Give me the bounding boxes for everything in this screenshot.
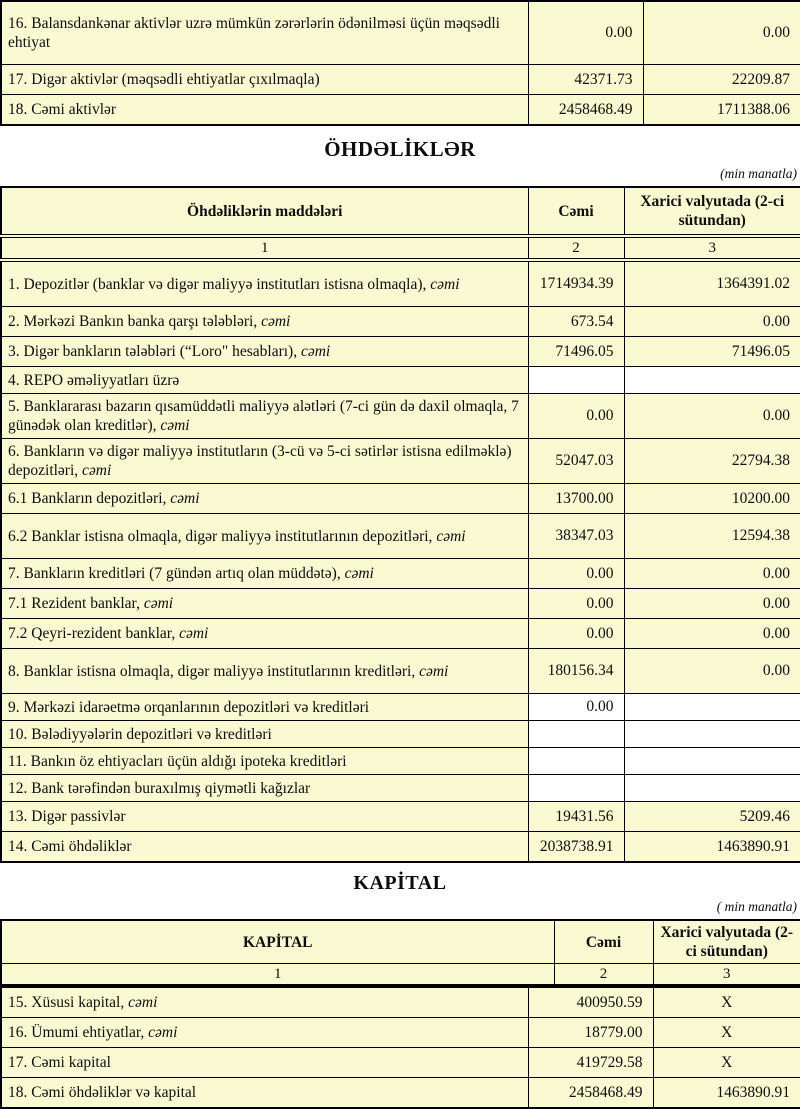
- liabilities-section-title: ÖHDƏLİKLƏR: [324, 137, 476, 161]
- row-label: 14. Cəmi öhdəliklər: [1, 832, 528, 863]
- row-label-italic-suffix: cəmi: [148, 1024, 178, 1041]
- total-value-cell: 2038738.91: [528, 832, 624, 863]
- foreign-currency-value-cell: X: [653, 1048, 800, 1078]
- table-row: [1, 307, 800, 337]
- row-label: 15. Xüsusi kapital, cəmi: [1, 987, 528, 1018]
- column-index-3: 3: [653, 964, 800, 986]
- table-row: [1, 559, 800, 589]
- row-label-italic-suffix: cəmi: [160, 417, 190, 434]
- table-row: [1, 802, 800, 832]
- table-row: [1, 832, 800, 863]
- row-label: 11. Bankın öz ehtiyacları üçün aldığı ipoteka kreditləri: [1, 748, 528, 775]
- row-label-italic-suffix: cəmi: [436, 527, 466, 545]
- row-label-italic-suffix: cəmi: [261, 313, 291, 330]
- table-row: [1, 367, 800, 394]
- row-label: 17. Digər aktivlər (məqsədli ehtiyatlar çıxılmaqla): [1, 65, 528, 95]
- foreign-currency-value-cell: 0.00: [643, 1, 800, 65]
- total-value-cell: 0.00: [528, 589, 624, 619]
- total-value-cell: 18779.00: [528, 1018, 653, 1048]
- column-index-1: 1: [1, 964, 554, 986]
- total-value-cell: 38347.03: [528, 514, 624, 559]
- liabilities-table-header: [1, 187, 800, 260]
- foreign-currency-value-cell: [624, 748, 800, 775]
- foreign-currency-value-cell: X: [653, 987, 800, 1018]
- row-label-italic-suffix: cəmi: [344, 565, 374, 582]
- column-index-row: [1, 964, 800, 986]
- table-row: [1, 987, 800, 1018]
- row-label: 7.2 Qeyri-rezident banklar, cəmi: [1, 619, 528, 649]
- row-label: 18. Cəmi aktivlər: [1, 95, 528, 126]
- table-row: [1, 95, 800, 126]
- capital-unit-note: ( min manatla): [716, 899, 797, 914]
- row-label-italic-suffix: cəmi: [143, 595, 174, 612]
- foreign-currency-value-cell: 0.00: [624, 649, 800, 694]
- foreign-currency-value-cell: 22794.38: [624, 439, 800, 484]
- table-row: [1, 65, 800, 95]
- total-value-cell: 419729.58: [528, 1048, 653, 1078]
- header-items-column: Öhdəliklərin maddələri: [1, 187, 528, 236]
- row-label-italic-suffix: cəmi: [430, 275, 460, 293]
- total-value-cell: 13700.00: [528, 484, 624, 514]
- foreign-currency-value-cell: 1463890.91: [624, 832, 800, 863]
- header-items-column: KAPİTAL: [1, 920, 554, 964]
- row-label: 10. Bələdiyyələrin depozitləri və kreditləri: [1, 721, 528, 748]
- row-label: 9. Mərkəzi idarəetmə orqanlarının depozitləri və kreditləri: [1, 694, 528, 721]
- row-label-italic-suffix: cəmi: [170, 490, 200, 507]
- row-label-italic-suffix: cəmi: [82, 462, 112, 479]
- table-row: [1, 619, 800, 649]
- foreign-currency-value-cell: [624, 721, 800, 748]
- total-value-cell: 2458468.49: [528, 95, 643, 126]
- foreign-currency-value-cell: 0.00: [624, 589, 800, 619]
- table-row: [1, 1018, 800, 1048]
- table-row: [1, 1, 800, 65]
- column-index-1: 1: [1, 236, 528, 260]
- liabilities-table-body: [1, 260, 800, 862]
- row-label-italic-suffix: cəmi: [419, 662, 449, 680]
- total-value-cell: 52047.03: [528, 439, 624, 484]
- foreign-currency-value-cell: 71496.05: [624, 337, 800, 367]
- foreign-currency-value-cell: 0.00: [624, 394, 800, 439]
- row-label: 16. Ümumi ehtiyatlar, cəmi: [1, 1018, 528, 1048]
- total-value-cell: 673.54: [528, 307, 624, 337]
- total-value-cell: 0.00: [528, 1, 643, 65]
- row-label-italic-suffix: cəmi: [128, 994, 158, 1011]
- row-label: 17. Cəmi kapital: [1, 1048, 528, 1078]
- header-foreign-column: Xarici valyutada (2-ci sütundan): [653, 920, 800, 964]
- row-label: 3. Digər bankların tələbləri (“Loro" hesabları), cəmi: [1, 337, 528, 367]
- row-label: 4. REPO əməliyyatları üzrə: [1, 367, 528, 394]
- row-label-italic-suffix: cəmi: [300, 343, 331, 360]
- liabilities-unit-note: (min manatla): [720, 166, 797, 181]
- foreign-currency-value-cell: [624, 367, 800, 394]
- table-row: [1, 694, 800, 721]
- foreign-currency-value-cell: 0.00: [624, 619, 800, 649]
- column-index-2: 2: [528, 236, 624, 260]
- row-label: 13. Digər passivlər: [1, 802, 528, 832]
- row-label: 6.1 Bankların depozitləri, cəmi: [1, 484, 528, 514]
- header-total-column: Cəmi: [528, 187, 624, 236]
- row-label: 16. Balansdankənar aktivlər uzrə mümkün zərərlərin ödənilməsi üçün məqsədli ehtiyat: [1, 1, 528, 65]
- total-value-cell: 0.00: [528, 694, 624, 721]
- foreign-currency-value-cell: 1711388.06: [643, 95, 800, 126]
- table-row: [1, 1078, 800, 1109]
- column-index-2: 2: [554, 964, 653, 986]
- assets-table-bottom: [0, 0, 800, 126]
- total-value-cell: 19431.56: [528, 802, 624, 832]
- capital-table-body: [1, 987, 800, 1108]
- row-label: 2. Mərkəzi Bankın banka qarşı tələbləri, cəmi: [1, 307, 528, 337]
- table-row: [1, 394, 800, 439]
- assets-table-body: [1, 1, 800, 125]
- capital-table: [0, 986, 800, 1109]
- total-value-cell: [528, 721, 624, 748]
- total-value-cell: [528, 775, 624, 802]
- row-label: 12. Bank tərəfindən buraxılmış qiymətli kağızlar: [1, 775, 528, 802]
- table-row: [1, 514, 800, 559]
- row-label: 18. Cəmi öhdəliklər və kapital: [1, 1078, 528, 1109]
- row-label: 6. Bankların və digər maliyyə institutların (3-cü və 5-ci sətirlər istisna edilməklə) depozitləri, cəmi: [1, 439, 528, 484]
- row-label: 7. Bankların kreditləri (7 gündən artıq olan müddətə), cəmi: [1, 559, 528, 589]
- total-value-cell: 400950.59: [528, 987, 653, 1018]
- column-index-row: [1, 236, 800, 260]
- total-value-cell: 0.00: [528, 559, 624, 589]
- table-row: [1, 721, 800, 748]
- table-row: [1, 775, 800, 802]
- liabilities-table: [0, 186, 800, 863]
- total-value-cell: [528, 748, 624, 775]
- total-value-cell: 0.00: [528, 394, 624, 439]
- foreign-currency-value-cell: X: [653, 1018, 800, 1048]
- row-label: 6.2 Banklar istisna olmaqla, digər maliyyə institutlarının depozitləri, cəmi: [1, 514, 528, 559]
- foreign-currency-value-cell: [624, 775, 800, 802]
- row-label: 1. Depozitlər (banklar və digər maliyyə institutları istisna olmaqla), cəmi: [1, 260, 528, 307]
- table-row: [1, 748, 800, 775]
- foreign-currency-value-cell: 1364391.02: [624, 260, 800, 307]
- header-row: [1, 920, 800, 964]
- total-value-cell: [528, 367, 624, 394]
- foreign-currency-value-cell: 12594.38: [624, 514, 800, 559]
- foreign-currency-value-cell: 0.00: [624, 307, 800, 337]
- header-total-column: Cəmi: [554, 920, 653, 964]
- table-row: [1, 337, 800, 367]
- row-label: 7.1 Rezident banklar, cəmi: [1, 589, 528, 619]
- total-value-cell: 71496.05: [528, 337, 624, 367]
- capital-section-title: KAPİTAL: [353, 872, 447, 894]
- total-value-cell: 1714934.39: [528, 260, 624, 307]
- total-value-cell: 0.00: [528, 619, 624, 649]
- table-row: [1, 1048, 800, 1078]
- foreign-currency-value-cell: 0.00: [624, 559, 800, 589]
- table-row: [1, 439, 800, 484]
- table-row: [1, 589, 800, 619]
- total-value-cell: 2458468.49: [528, 1078, 653, 1109]
- table-row: [1, 484, 800, 514]
- total-value-cell: 180156.34: [528, 649, 624, 694]
- foreign-currency-value-cell: 1463890.91: [653, 1078, 800, 1109]
- table-row: [1, 260, 800, 307]
- table-row: [1, 649, 800, 694]
- total-value-cell: 42371.73: [528, 65, 643, 95]
- row-label: 8. Banklar istisna olmaqla, digər maliyyə institutlarının kreditləri, cəmi: [1, 649, 528, 694]
- foreign-currency-value-cell: 10200.00: [624, 484, 800, 514]
- capital-table-header: [0, 919, 800, 986]
- header-row: [1, 187, 800, 236]
- row-label-italic-suffix: cəmi: [179, 625, 209, 642]
- row-label: 5. Banklararası bazarın qısamüddətli maliyyə alətləri (7-ci gün də daxil olmaqla, 7 günədək olan kreditlər), cəmi: [1, 394, 528, 439]
- foreign-currency-value-cell: [624, 694, 800, 721]
- column-index-3: 3: [624, 236, 800, 260]
- foreign-currency-value-cell: 5209.46: [624, 802, 800, 832]
- foreign-currency-value-cell: 22209.87: [643, 65, 800, 95]
- header-foreign-column: Xarici valyutada (2-ci sütundan): [624, 187, 800, 236]
